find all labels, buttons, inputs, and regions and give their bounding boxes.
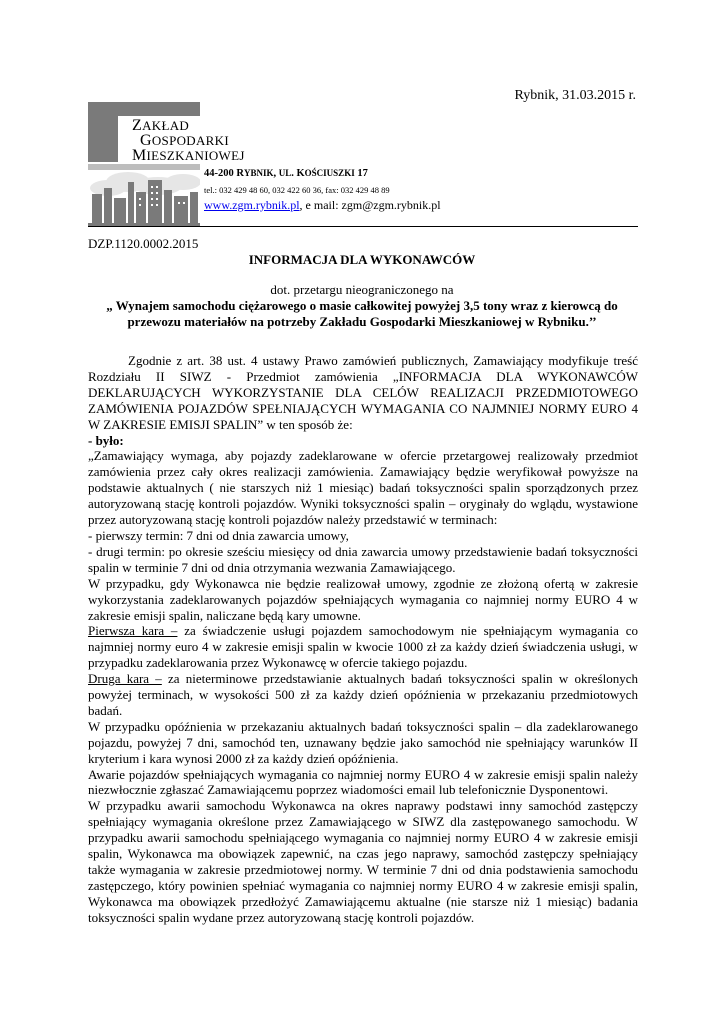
- term-item: - pierwszy termin: 7 dni od dnia zawarcia umowy,: [88, 527, 349, 543]
- document-title: INFORMACJA DLA WYKONAWCÓW: [248, 252, 476, 267]
- company-phones: tel.: 032 429 48 60, 032 422 60 36, fax: 032 429 48 89: [204, 185, 390, 195]
- penalty-label: Pierwsza kara –: [88, 623, 178, 639]
- paragraph: Zgodnie z art. 38 ust. 4 ustawy Prawo zamówień publicznych, Zamawiający modyfikuje treść Rozdziału II SIWZ - Przedmiot zamówienia „INFORMACJA DLA WYKONAWCÓW DEKLARUJĄCYCH WYKORZYSTANIE DLA CELÓW REALIZACJI PRZEDMIOTOWEGO ZAMÓWIENIA POJAZDÓW SPEŁNIAJĄCYCH WYMAGANIA CO NAJMNIEJ NORMY EURO 4 W ZAKRESIE EMISJI SPALIN” w ten sposób że:: [88, 353, 638, 432]
- document-date: Rybnik, 31.03.2015 r.: [514, 88, 636, 103]
- penalty-paragraph: Pierwsza kara – za świadczenie usługi pojazdem samochodowym nie spełniającym wymagania co najmniej normy euro 4 w zakresie emisji spalin w kwocie 1000 zł za każdy dzień świadczenia usługi, w przypadku zadeklarowania przez Wykonawcę w ofercie takiego pojazdu.: [88, 623, 638, 671]
- document-body: [88, 353, 638, 926]
- header-divider: [88, 226, 638, 227]
- company-address: 44-200 RYBNIK, UL. KOŚCIUSZKI 17: [204, 168, 368, 179]
- paragraph: W przypadku opóźnienia w przekazaniu aktualnych badań toksyczności spalin – dla zadeklarowanego pojazdu, powyżej 7 dni, samochód ten, uznawany będzie jako samochód nie spełniający warunków II kryterium i kara wynosi 2000 zł za każdy dzień opóźnienia.: [88, 718, 638, 766]
- penalty-label: Druga kara –: [88, 671, 162, 687]
- term-item: - drugi termin: po okresie sześciu miesięcy od dnia zawarcia umowy przedstawienie badań toksyczności spalin w terminie 7 dni od dnia otrzymania wezwania Zamawiającego.: [88, 543, 638, 575]
- penalty-paragraph: Druga kara – za nieterminowe przedstawianie aktualnych badań toksyczności spalin w określonych powyżej terminach, w wysokości 500 zł za każdy dzień opóźnienia w przekazaniu przedmiotowych badań.: [88, 671, 639, 718]
- reference-number: DZP.1120.0002.2015: [88, 236, 199, 251]
- company-name: ZAKŁAD GOSPODARKI MIESZKANIOWEJ: [132, 117, 245, 164]
- paragraph: „Zamawiający wymaga, aby pojazdy zadeklarowane w ofercie przetargowej realizowały przedmiot zamówienia przez cały okres realizacji zamówienia. Zamawiający będzie weryfikował powyższe na podstawie aktualnych ( nie starszych niż 1 miesiąc) badań toksyczności spalin sporządzonych przez autoryzowaną stację kontroli pojazdów. Wyniki toksyczności spalin – oryginały do wglądu, wystawione przez autoryzowaną stację kontroli pojazdów należy przedstawić w terminach:: [88, 448, 638, 528]
- paragraph: W przypadku, gdy Wykonawca nie będzie realizował umowy, zgodnie ze złożoną ofertą w zakresie wykorzystania zadeklarowanych pojazdów spełniających wymagania co najmniej normy EURO 4 w zakresie emisji spalin, naliczane będą kary umowne.: [88, 575, 638, 623]
- email-text: , e mail: zgm@zgm.rybnik.pl: [299, 198, 441, 212]
- document-subtitle: dot. przetargu nieograniczonego na: [270, 282, 454, 297]
- paragraph: W przypadku awarii samochodu Wykonawca na okres naprawy podstawi inny samochód zastępczy spełniający wymagania określone przez Zamawiającego w SIWZ dla zastępowanego samochodu. W przypadku awarii samochodu spełniającego wymagania co najmniej normy EURO 4 w zakresie emisji spalin, Wykonawca ma obowiązek zapewnić, na czas jego naprawy, samochód zastępczy spełniający także wymagania w zakresie przedmiotowej normy. W terminie 7 dni od dnia podstawienia samochodu zastępczego, który powinien spełniać wymagania co najmniej normy EURO 4 w zakresie emisji spalin, Wykonawca ma obowiązek przedłożyć Zamawiającemu aktualne (nie starsze niż 1 miesiąc) badania toksyczności spalin wydane przez autoryzowaną stację kontroli pojazdów.: [88, 798, 638, 925]
- tender-subject: „ Wynajem samochodu ciężarowego o masie całkowitej powyżej 3,5 tony wraz z kierowcą do przewozu materiałów na potrzeby Zakładu Gospodarki Mieszkaniowej w Rybniku.’’: [106, 298, 618, 329]
- was-label: - było:: [88, 432, 124, 448]
- contact-line: [204, 198, 441, 213]
- paragraph: Awarie pojazdów spełniających wymagania co najmniej normy EURO 4 w zakresie emisji spalin należy niezwłocznie zgłaszać Zamawiającemu poprzez wiadomości email lub telefonicznie Dysponentowi.: [88, 766, 638, 798]
- website-link[interactable]: www.zgm.rybnik.pl: [204, 198, 300, 212]
